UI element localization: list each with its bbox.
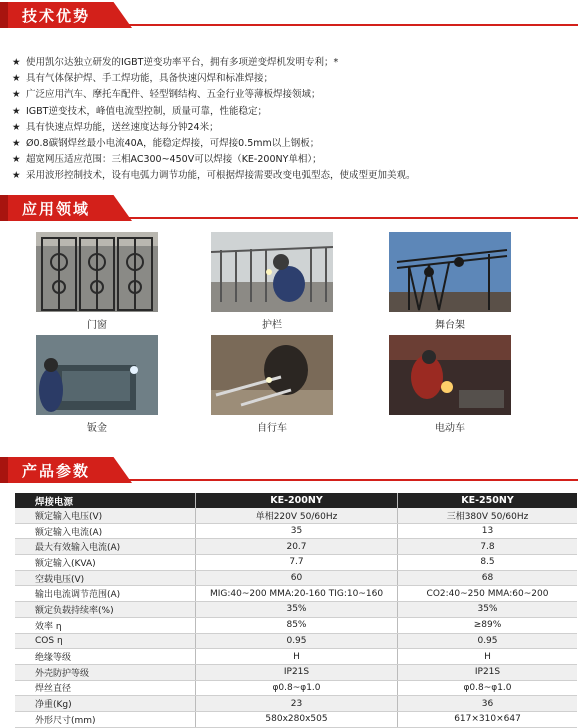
table-row <box>15 617 577 633</box>
feature-text: 采用波形控制技术，设有电弧力调节功能，可根据焊接需要改变电弧型态，使成型更加美观。 <box>26 170 416 182</box>
app-ebike <box>389 335 511 434</box>
app-stage-truss <box>389 232 511 331</box>
param-value: 68 <box>398 570 578 586</box>
ebike-welding-photo <box>389 335 511 415</box>
feature-item <box>12 152 572 168</box>
apps-section-title: 应用领域 <box>22 200 91 218</box>
app-caption: 电动车 <box>435 423 465 434</box>
table-row <box>15 711 577 727</box>
params-section-header <box>0 457 578 483</box>
star-icon: ★ <box>12 121 21 133</box>
feature-item <box>12 104 572 120</box>
param-value: 60 <box>196 570 398 586</box>
feature-text: 使用凯尔达独立研发的IGBT逆变功率平台，拥有多项逆变焊机发明专利；* <box>26 57 339 68</box>
tech-section-header <box>0 2 578 28</box>
feature-item <box>12 120 572 136</box>
feature-item <box>12 71 572 87</box>
star-icon: ★ <box>12 170 21 182</box>
feature-text: Ø0.8碳钢焊丝最小电流40A，能稳定焊接，可焊接0.5mm以上钢板； <box>26 138 320 150</box>
param-label: 外壳防护等级 <box>15 664 196 680</box>
section-rule <box>120 24 578 26</box>
app-railing <box>211 232 333 331</box>
section-rule <box>120 217 578 219</box>
window-grille-photo <box>36 232 158 312</box>
feature-item <box>12 87 572 103</box>
feature-text: 广泛应用汽车、摩托车配件、轻型钢结构、五金行业等薄板焊接领域； <box>26 89 321 101</box>
star-icon: ★ <box>12 154 21 166</box>
table-row <box>15 555 577 571</box>
param-label: 额定负载持续率(%) <box>15 602 196 618</box>
application-gallery <box>0 232 578 442</box>
param-value: 85% <box>196 617 398 633</box>
param-value: 617×310×647 <box>398 711 578 727</box>
spec-table <box>15 493 577 728</box>
tech-section-title: 技术优势 <box>22 7 91 25</box>
table-body <box>15 508 577 727</box>
param-value: 35% <box>398 602 578 618</box>
table-row <box>15 664 577 680</box>
app-bicycle <box>211 335 333 434</box>
railing-welding-photo <box>211 232 333 312</box>
param-value: MIG:40~200 MMA:20-160 TIG:10~160 <box>196 586 398 602</box>
param-value: IP21S <box>196 664 398 680</box>
table-row <box>15 586 577 602</box>
param-value: ≥89% <box>398 617 578 633</box>
param-label: 最大有效输入电流(A) <box>15 539 196 555</box>
table-row <box>15 508 577 523</box>
table-row <box>15 539 577 555</box>
app-caption: 门窗 <box>87 320 107 331</box>
param-value: CO2:40~250 MMA:60~200 <box>398 586 578 602</box>
table-row <box>15 680 577 696</box>
param-value: 三相380V 50/60Hz <box>398 508 578 523</box>
feature-text: 具有快速点焊功能，送丝速度达每分钟24米； <box>26 121 219 133</box>
param-value: 0.95 <box>398 633 578 649</box>
app-caption: 舞台架 <box>435 320 465 331</box>
star-icon: ★ <box>12 138 21 150</box>
section-tab-shade <box>0 195 8 221</box>
app-door-window <box>36 232 158 331</box>
param-label: 效率 η <box>15 617 196 633</box>
section-tab-shade <box>0 2 8 28</box>
table-row <box>15 649 577 665</box>
table-header-cell: 焊接电源 <box>15 493 196 508</box>
param-value: 8.5 <box>398 555 578 571</box>
app-caption: 钣金 <box>87 423 107 434</box>
param-label: COS η <box>15 633 196 649</box>
param-value: 35 <box>196 523 398 539</box>
param-value: 13 <box>398 523 578 539</box>
apps-section-header <box>0 195 578 221</box>
param-value: 7.7 <box>196 555 398 571</box>
feature-list <box>12 55 572 185</box>
feature-text: 具有气体保护焊、手工焊功能，具备快速闪焊和标准焊接； <box>26 73 274 85</box>
feature-text: 超宽网压适应范围：三相AC300~450V可以焊接（KE-200NY单相）； <box>26 154 322 166</box>
param-value: 580x280x505 <box>196 711 398 727</box>
param-label: 输出电流调节范围(A) <box>15 586 196 602</box>
stage-truss-photo <box>389 232 511 312</box>
param-value: 36 <box>398 696 578 712</box>
bicycle-welding-photo <box>211 335 333 415</box>
param-value: 0.95 <box>196 633 398 649</box>
sheet-metal-photo <box>36 335 158 415</box>
section-rule <box>120 479 578 481</box>
star-icon: ★ <box>12 57 21 68</box>
app-sheet-metal <box>36 335 158 434</box>
feature-item <box>12 168 572 184</box>
table-row <box>15 602 577 618</box>
param-value: 单相220V 50/60Hz <box>196 508 398 523</box>
param-label: 空载电压(V) <box>15 570 196 586</box>
table-row <box>15 633 577 649</box>
param-value: H <box>196 649 398 665</box>
params-section-title: 产品参数 <box>22 462 91 480</box>
table-header-row <box>15 493 577 508</box>
param-label: 绝缘等级 <box>15 649 196 665</box>
param-value: φ0.8~φ1.0 <box>196 680 398 696</box>
feature-text: IGBT逆变技术，峰值电流型控制，质量可靠，性能稳定； <box>26 105 267 117</box>
table-row <box>15 523 577 539</box>
param-value: 35% <box>196 602 398 618</box>
table-header-cell: KE-200NY <box>196 493 398 508</box>
star-icon: ★ <box>12 105 21 117</box>
feature-item <box>12 136 572 152</box>
param-label: 额定输入电流(A) <box>15 523 196 539</box>
table-row <box>15 570 577 586</box>
star-icon: ★ <box>12 73 21 85</box>
param-value: 20.7 <box>196 539 398 555</box>
param-label: 焊丝直径 <box>15 680 196 696</box>
app-caption: 护栏 <box>262 320 282 331</box>
param-label: 额定输入电压(V) <box>15 508 196 523</box>
star-icon: ★ <box>12 89 21 101</box>
param-label: 外形尺寸(mm) <box>15 711 196 727</box>
table-row <box>15 696 577 712</box>
feature-item <box>12 55 572 71</box>
param-value: 23 <box>196 696 398 712</box>
param-value: 7.8 <box>398 539 578 555</box>
section-tab-shade <box>0 457 8 483</box>
param-value: H <box>398 649 578 665</box>
table-header-cell: KE-250NY <box>398 493 578 508</box>
param-label: 净重(Kg) <box>15 696 196 712</box>
param-value: IP21S <box>398 664 578 680</box>
app-caption: 自行车 <box>257 423 287 434</box>
param-value: φ0.8~φ1.0 <box>398 680 578 696</box>
param-label: 额定输入(KVA) <box>15 555 196 571</box>
